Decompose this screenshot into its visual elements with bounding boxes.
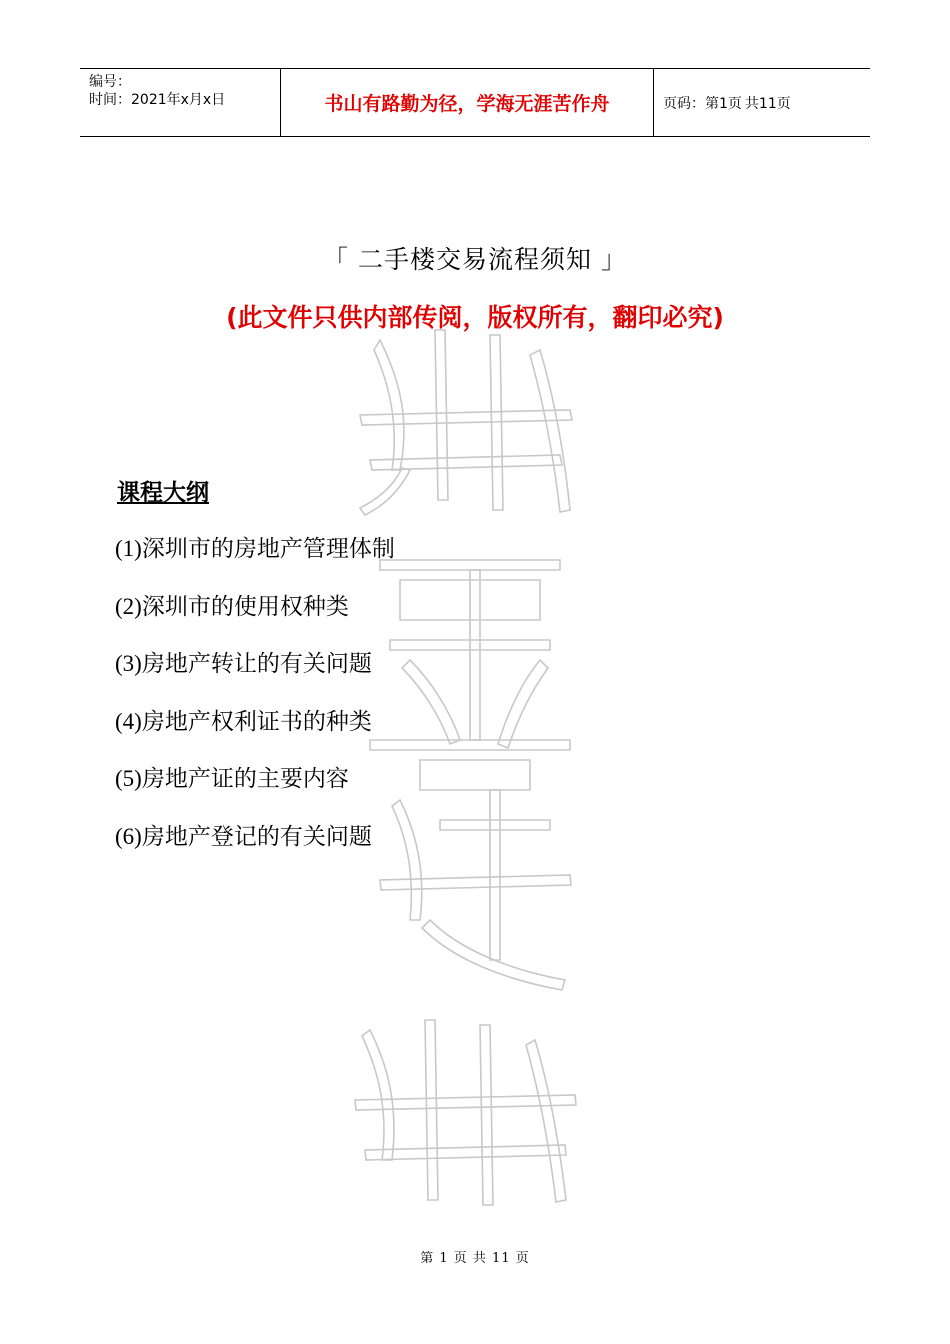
outline-item	[115, 818, 395, 876]
header-total-label: 共11页	[744, 95, 791, 112]
outline-list	[115, 530, 395, 875]
document-number-label: 编号：	[89, 74, 131, 90]
outline-item-text: 深圳市的房地产管理体制	[141, 536, 395, 562]
outline-item	[115, 588, 395, 646]
document-title: 「 二手楼交易流程须知 」	[323, 245, 627, 274]
header-info-cell	[80, 69, 281, 136]
outline-item-text: 房地产转让的有关问题	[141, 651, 372, 677]
copyright-notice: (此文件只供内部传阅，版权所有，翻印必究)	[226, 303, 724, 332]
outline-item-number: (4)	[115, 708, 142, 734]
page-footer	[0, 1247, 950, 1266]
outline-item-number: (6)	[115, 823, 142, 849]
footer-page-number: 第 1 页 共 11 页	[420, 1251, 530, 1266]
header-page-label: 页码：第1页	[663, 95, 742, 112]
outline-item-text: 房地产证的主要内容	[141, 766, 349, 792]
outline-item	[115, 760, 395, 818]
outline-item-text: 房地产权利证书的种类	[141, 708, 372, 735]
page-header	[80, 68, 870, 137]
outline-item-number: (1)	[115, 536, 142, 561]
outline-item-number: (2)	[115, 593, 142, 619]
header-motto: 书山有路勤为径，学海无涯苦作舟	[324, 93, 610, 115]
outline-item-number: (5)	[115, 766, 142, 791]
header-page-cell	[654, 69, 870, 136]
document-date-label: 时间：2021年x月x日	[89, 92, 226, 108]
outline-item-number: (3)	[115, 651, 142, 676]
outline-heading: 课程大纲	[117, 480, 209, 506]
outline-item-text: 房地产登记的有关问题	[141, 823, 372, 850]
outline-item-text: 深圳市的使用权种类	[141, 593, 349, 620]
outline-item	[115, 703, 395, 761]
outline-item	[115, 645, 395, 703]
header-motto-cell	[281, 69, 654, 136]
outline-item	[115, 530, 395, 588]
